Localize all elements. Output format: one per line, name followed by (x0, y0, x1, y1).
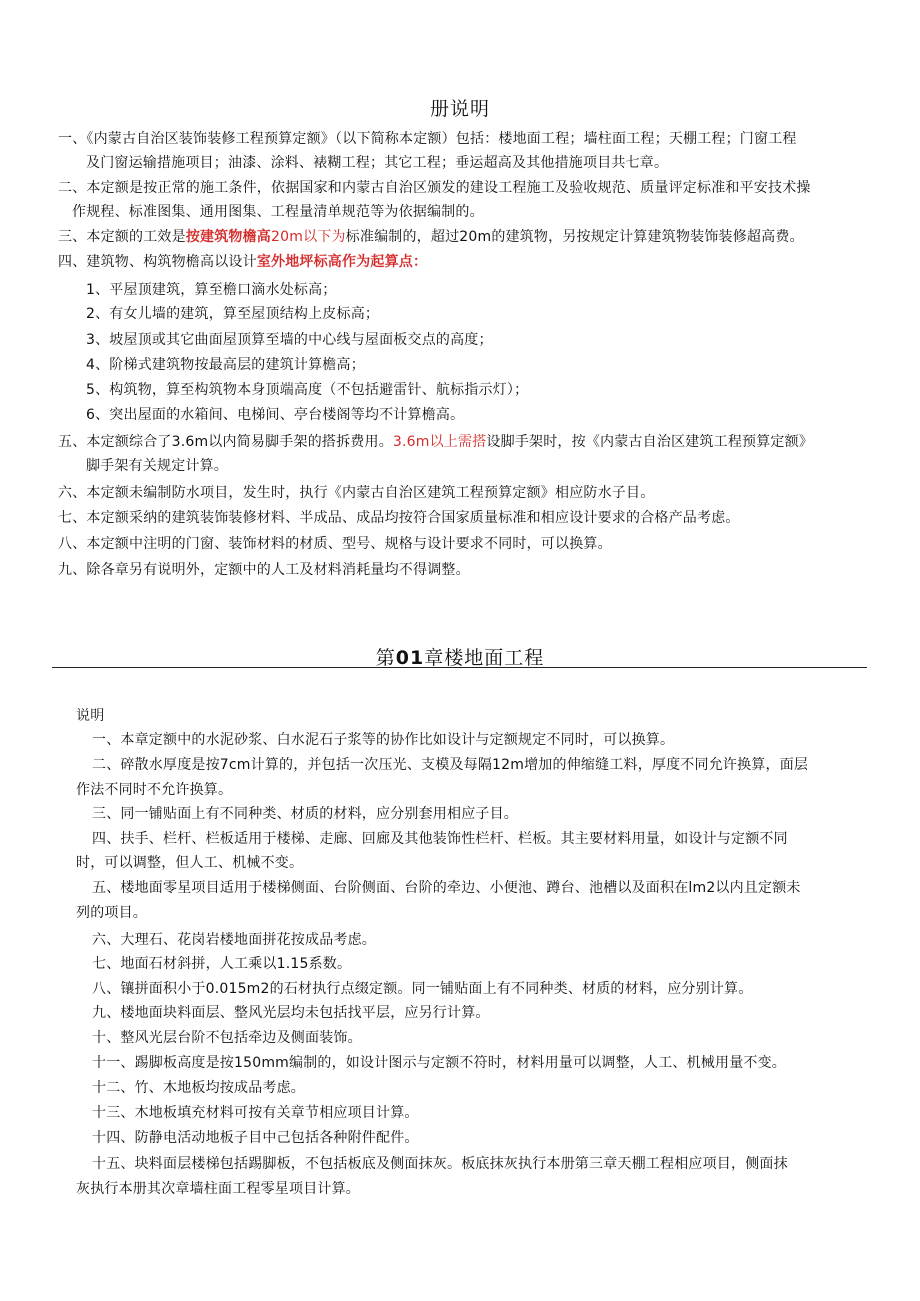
volume-item-5-text-a: 五、本定额综合了3.6m以内简易脚手架的搭拆费用。 (58, 434, 393, 450)
volume-item-1-line-1: 一、《内蒙古自治区装饰装修工程预算定额》（以下简称本定额）包括：楼地面工程；墙柱面工程；天棚工程；门窗工程 (58, 131, 797, 147)
chapter-line-11: 八、镶拼面积小于0.015m2的石材执行点缀定额。同一铺贴面上有不同种类、材质的材料，应分别计算。 (92, 981, 753, 997)
chapter-title-suffix: 章楼地面工程 (424, 647, 545, 669)
chapter-divider (52, 667, 867, 668)
volume-item-3 (58, 228, 804, 246)
volume-item-6: 六、本定额未编制防水项目，发生时，执行《内蒙古自治区建筑工程预算定额》相应防水子目。 (58, 485, 655, 501)
volume-item-5-line-1 (58, 433, 813, 451)
volume-sub-item-6: 6、突出屋面的水箱间、电梯间、亭台楼阁等均不计算檐高。 (86, 407, 465, 423)
volume-item-2-line-2: 作规程、标准图集、通用图集、工程量清单规范等为依据编制的。 (72, 204, 484, 220)
volume-sub-item-5: 5、构筑物，算至构筑物本身顶端高度（不包括避雷针、航标指示灯）； (86, 382, 529, 398)
volume-item-5-text-c: 设脚手架时，按《内蒙古自治区建筑工程预算定额》 (486, 434, 814, 450)
chapter-line-13: 十、整风光层台阶不包括牵边及侧面装饰。 (92, 1030, 362, 1046)
chapter-title-prefix: 第 (375, 647, 396, 669)
volume-sub-item-2: 2、有女儿墙的建筑，算至屋顶结构上皮标高； (86, 306, 380, 322)
chapter-line-15: 十二、竹、木地板均按成品考虑。 (92, 1080, 305, 1096)
chapter-line-2: 二、碎散水厚度是按7cm计算的，并包括一次压光、支模及每隔12m增加的伸缩缝工料，厚度不同允许换算，面层 (92, 757, 809, 773)
volume-item-4-text-a: 四、建筑物、构筑物檐高以设计 (58, 254, 257, 270)
volume-item-3-text-a: 三、本定额的工效是 (58, 229, 186, 245)
chapter-line-5: 四、扶手、栏杆、栏板适用于楼梯、走廊、回廊及其他装饰性栏杆、栏板。其主要材料用量，如设计与定额不同 (92, 831, 788, 847)
chapter-line-3: 作法不同时不允许换算。 (76, 782, 233, 798)
volume-item-3-highlight-c: 20m以下为 (271, 229, 346, 245)
chapter-line-7: 五、楼地面零星项目适用于楼梯侧面、台阶侧面、台阶的牵边、小便池、蹲台、池槽以及面积在lm2以内且定额未 (92, 880, 801, 896)
volume-title: 册说明 (429, 98, 490, 120)
chapter-line-12: 九、楼地面块料面层、整风光层均未包括找平层，应另行计算。 (92, 1005, 490, 1021)
volume-item-4 (58, 253, 427, 271)
chapter-line-16: 十三、木地板填充材料可按有关章节相应项目计算。 (92, 1105, 419, 1121)
chapter-line-4: 三、同一铺贴面上有不同种类、材质的材料，应分别套用相应子目。 (92, 806, 518, 822)
chapter-line-8: 列的项目。 (76, 905, 147, 921)
chapter-line-19: 灰执行本册其次章墙柱面工程零星项目计算。 (76, 1181, 360, 1197)
volume-item-4-highlight-b: 室外地坪标高作为起算点： (256, 254, 428, 270)
volume-item-3-text-d: 标准编制的，超过20m的建筑物，另按规定计算建筑物装饰装修超高费。 (345, 229, 804, 245)
volume-item-9: 九、除各章另有说明外，定额中的人工及材料消耗量均不得调整。 (58, 562, 470, 578)
volume-item-3-highlight-b: 按建筑物檐高 (185, 229, 272, 245)
chapter-line-1: 一、本章定额中的水泥砂浆、白水泥石子浆等的协作比如设计与定额规定不同时，可以换算。 (92, 732, 675, 748)
chapter-line-17: 十四、防静电活动地板子目中己包括各种附件配件。 (92, 1130, 419, 1146)
volume-item-8: 八、本定额中注明的门窗、装饰材料的材质、型号、规格与设计要求不同时，可以换算。 (58, 536, 612, 552)
chapter-line-9: 六、大理石、花岗岩楼地面拼花按成品考虑。 (92, 932, 376, 948)
chapter-line-14: 十一、踢脚板高度是按150mm编制的，如设计图示与定额不符时，材料用量可以调整，人工、机械用量不变。 (92, 1055, 786, 1071)
volume-sub-item-3: 3、坡屋顶或其它曲面屋顶算至墙的中心线与屋面板交点的高度； (86, 332, 493, 348)
chapter-title (0, 643, 920, 670)
volume-item-2-line-1: 二、本定额是按正常的施工条件，依据国家和内蒙古自治区颁发的建设工程施工及验收规范、质量评定标准和平安技术操 (58, 180, 811, 196)
volume-sub-item-4: 4、阶梯式建筑物按最高层的建筑计算檐高； (86, 357, 365, 373)
volume-item-5-highlight-b: 3.6m以上需搭 (392, 434, 487, 450)
volume-item-5-line-2: 脚手架有关规定计算。 (86, 458, 228, 474)
chapter-title-number: 01 (395, 647, 425, 669)
chapter-intro-label: 说明 (76, 708, 105, 724)
chapter-line-6: 时，可以调整，但人工、机械不变。 (76, 855, 304, 871)
chapter-line-18: 十五、块料面层楼梯包括踢脚板，不包括板底及侧面抹灰。板底抹灰执行本册第三章天棚工程相应项目，侧面抹 (92, 1156, 788, 1172)
volume-item-1-line-2: 及门窗运输措施项目；油漆、涂料、裱糊工程；其它工程；垂运超高及其他措施项目共七章。 (86, 155, 669, 171)
volume-sub-item-1: 1、平屋顶建筑，算至檐口滴水处标高； (86, 282, 337, 298)
chapter-line-10: 七、地面石材斜拼，人工乘以1.15系数。 (92, 956, 352, 972)
volume-item-7: 七、本定额采纳的建筑装饰装修材料、半成品、成品均按符合国家质量标准和相应设计要求的合格产品考虑。 (58, 510, 740, 526)
